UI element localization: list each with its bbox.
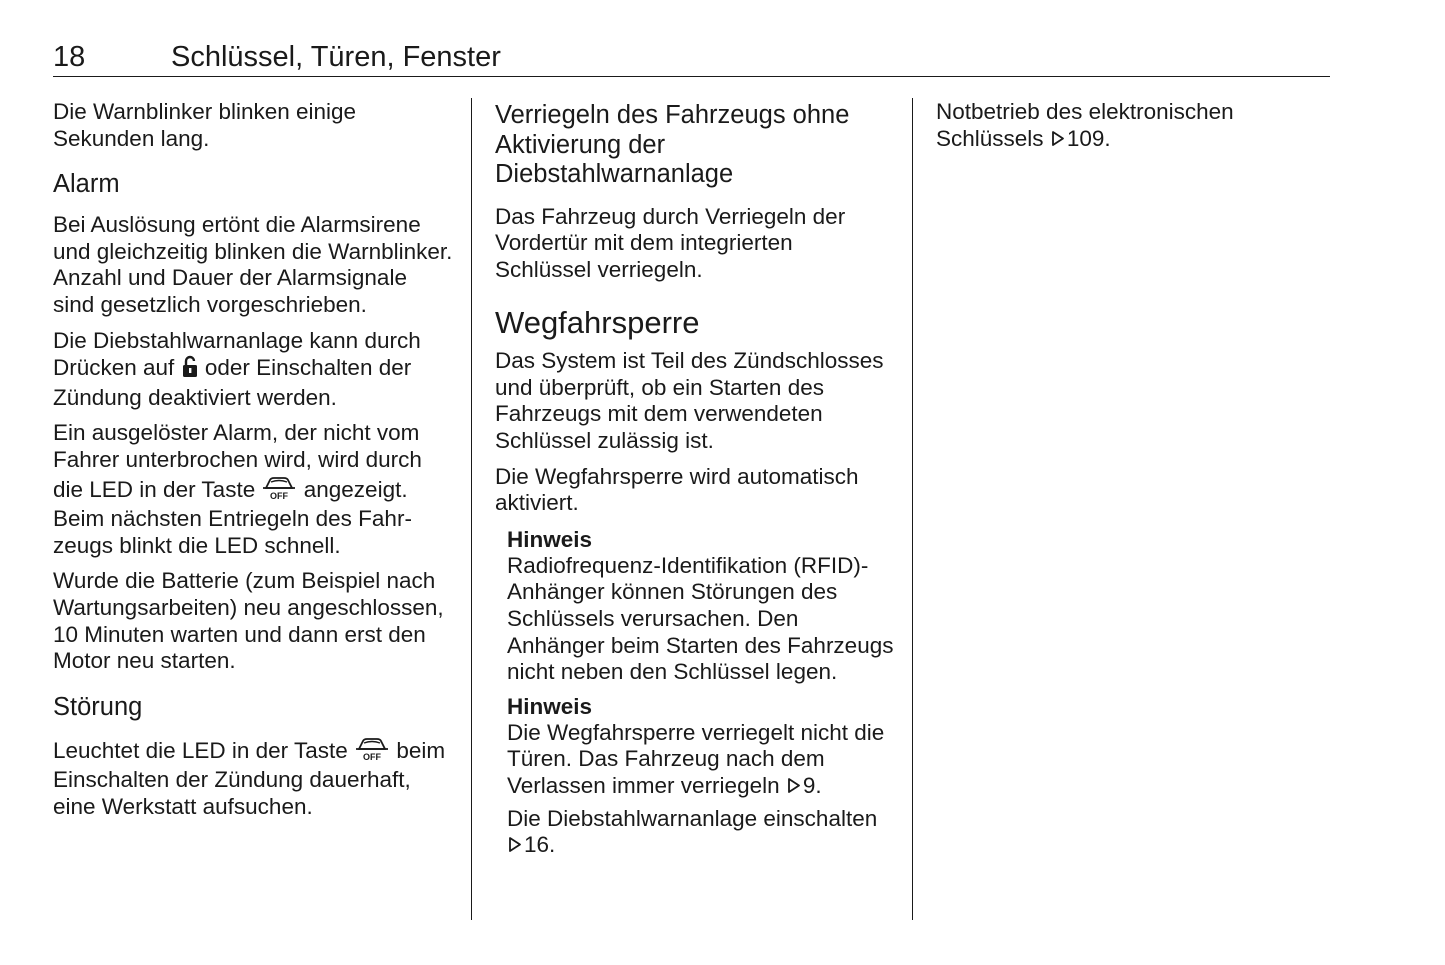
column-middle [495,99,895,865]
alarm-paragraph-4: Wurde die Batterie (zum Beispiel nach Wartungsarbeiten) neu angeschlossen, 10 Minuten warten und dann erst den Motor neu starten. [53,568,444,674]
triangle-arrow-icon [508,833,522,860]
alarm-paragraph-3: Ein ausgelöster Alarm, der nicht vom Fahrer unterbrochen wird, wird durch die LED in der Taste OFF angezeigt. Beim nächsten Entriegeln des Fahrzeugs blinkt die LED schnell. [53,420,422,558]
note-text: Radiofrequenz-Identifikation (RFID)-Anhänger können Störungen des Schlüssels verursachen. Den Anhänger beim Starten des Fahrzeugs nicht neben den Schlüssel legen. [507,552,894,685]
note-text: Die Wegfahrsperre verriegelt nicht die Türen. Das Fahrzeug nach dem Verlassen immer verriegeln 9. [507,720,895,801]
svg-text:OFF: OFF [270,490,289,500]
wegfahrsperre-paragraph-2: Die Wegfahrsperre wird automatisch aktiviert. [495,463,859,516]
padlock-open-icon [181,354,199,385]
heading-stoerung: Störung [53,692,143,721]
notbetrieb-paragraph: Notbetrieb des elektronischen Schlüssels 109. [936,99,1331,153]
heading-alarm: Alarm [53,170,120,199]
verriegeln-paragraph: Das Fahrzeug durch Verriegeln der Vordertür mit dem integrierten Schlüssel verriegeln. [495,203,846,282]
column-divider-1 [471,98,472,920]
note-title: Hinweis [507,693,593,719]
page-header [53,40,1330,77]
heading-verriegeln: Verriegeln des Fahrzeugs ohne Aktivierung der Diebstahlwarnanlage [495,101,850,188]
page-reference[interactable]: 16. [524,832,556,858]
column-right [936,99,1331,162]
intro-paragraph: Die Warnblinker blinken einige Sekunden lang. [53,99,357,151]
car-alarm-off-icon [261,474,297,507]
note-title: Hinweis [507,526,593,552]
alarm-paragraph-1: Bei Auslösung ertönt die Alarmsirene und gleichzeitig blinken die Warnblinker. Anzahl und Dauer der Alarmsignale sind gesetzlich vorgeschrieben. [53,212,453,317]
page-reference[interactable]: 109. [1066,125,1111,151]
page-number: 18 [53,41,86,73]
column-divider-2 [912,98,913,920]
svg-text:OFF: OFF [363,751,382,761]
car-alarm-off-icon [354,735,390,768]
section-title: Schlüssel, Türen, Fenster [171,41,501,73]
column-left [53,99,453,829]
note-rfid [507,526,895,686]
note-doors [507,693,895,860]
stoerung-paragraph: Leuchtet die LED in der Taste OFF beim Einschalten der Zündung dauerhaft, eine Werkstatt aufsuchen. [53,735,453,821]
heading-wegfahrsperre: Wegfahrsperre [495,305,700,341]
triangle-arrow-icon [1051,127,1065,154]
triangle-arrow-icon [787,774,801,801]
page-reference[interactable]: 9. [802,773,822,798]
wegfahrsperre-paragraph-1: Das System ist Teil des Zündschlosses und überprüft, ob ein Starten des Fahrzeugs mit dem verwendeten Schlüssel zulässig ist. [495,348,884,454]
note-text-2: Die Diebstahlwarnanlage einschalten 16. [507,806,895,860]
alarm-paragraph-2: Die Diebstahlwarnanlage kann durch Drücken auf oder Einschalten der Zündung deaktiviert werden. [53,327,421,410]
